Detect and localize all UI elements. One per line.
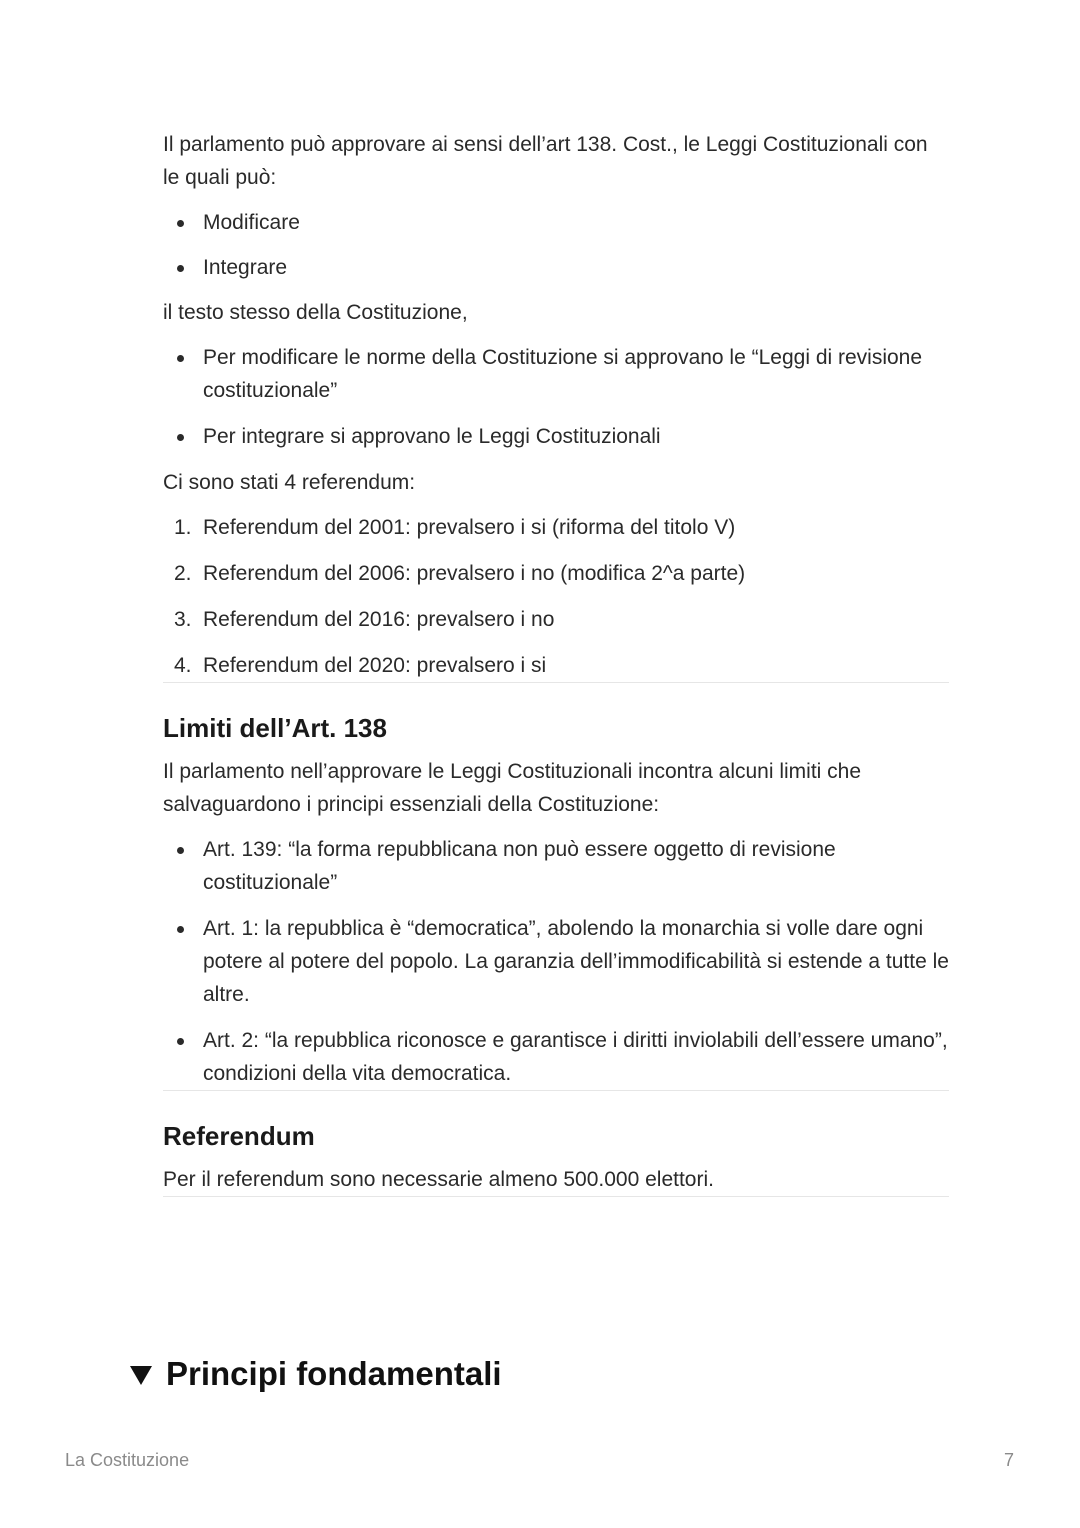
section-heading-referendum: Referendum [163, 1121, 315, 1151]
footer-page-number: 7 [1003, 1450, 1014, 1470]
bullet-icon [177, 265, 184, 272]
document-body [163, 128, 949, 1197]
list-item: Art. 2: “la repubblica riconosce e garantisce i diritti inviolabili dell’essere umano”, condizioni della vita democratica. [163, 1024, 949, 1090]
list-item: 3. Referendum del 2016: prevalsero i no [163, 603, 949, 636]
list-item: Per modificare le norme della Costituzione si approvano le “Leggi di revisione costituzionale” [163, 341, 949, 407]
list-item: 4. Referendum del 2020: prevalsero i si [163, 649, 949, 682]
bullet-icon [177, 220, 184, 227]
section-heading-limits: Limiti dell’Art. 138 [163, 713, 387, 743]
bullet-icon [177, 355, 184, 362]
toggle-principi-fondamentali[interactable] [130, 1352, 502, 1396]
paragraph: il testo stesso della Costituzione, [163, 301, 468, 324]
list-item: 1. Referendum del 2001: prevalsero i si (riforma del titolo V) [163, 511, 949, 544]
footer-doc-title: La Costituzione [65, 1450, 190, 1470]
divider [163, 1090, 949, 1091]
list-item: 2. Referendum del 2006: prevalsero i no (modifica 2^a parte) [163, 557, 949, 590]
divider [163, 682, 949, 683]
paragraph: Per il referendum sono necessarie almeno 500.000 elettori. [163, 1168, 714, 1191]
triangle-down-icon[interactable] [130, 1366, 152, 1385]
list-number: 2. [174, 562, 192, 585]
list-item: Art. 139: “la forma repubblicana non può essere oggetto di revisione costituzionale” [163, 833, 949, 899]
bullet-icon [177, 434, 184, 441]
revision-list [163, 341, 949, 453]
list-item: Modificare [163, 206, 949, 239]
bullet-icon [177, 847, 184, 854]
intro-paragraph: Il parlamento può approvare ai sensi dell’art 138. Cost., le Leggi Costituzionali con le quali può: [163, 133, 928, 189]
list-item: Per integrare si approvano le Leggi Costituzionali [163, 420, 949, 453]
paragraph: Ci sono stati 4 referendum: [163, 471, 416, 494]
bullet-icon [177, 926, 184, 933]
list-number: 3. [174, 608, 192, 631]
referendum-list [163, 511, 949, 682]
paragraph: Il parlamento nell’approvare le Leggi Costituzionali incontra alcuni limiti che salvaguardono i principi essenziali della Costituzione: [163, 760, 862, 816]
list-item: Integrare [163, 251, 949, 284]
list-item: Art. 1: la repubblica è “democratica”, abolendo la monarchia si volle dare ogni potere al potere del popolo. La garanzia dell’immodificabilità si estende a tutte le altre. [163, 912, 949, 1011]
toggle-title: Principi fondamentali [166, 1355, 502, 1392]
actions-list [163, 206, 949, 284]
limits-list [163, 833, 949, 1090]
list-number: 1. [174, 516, 192, 539]
bullet-icon [177, 1038, 184, 1045]
list-number: 4. [174, 654, 192, 677]
divider [163, 1196, 949, 1197]
